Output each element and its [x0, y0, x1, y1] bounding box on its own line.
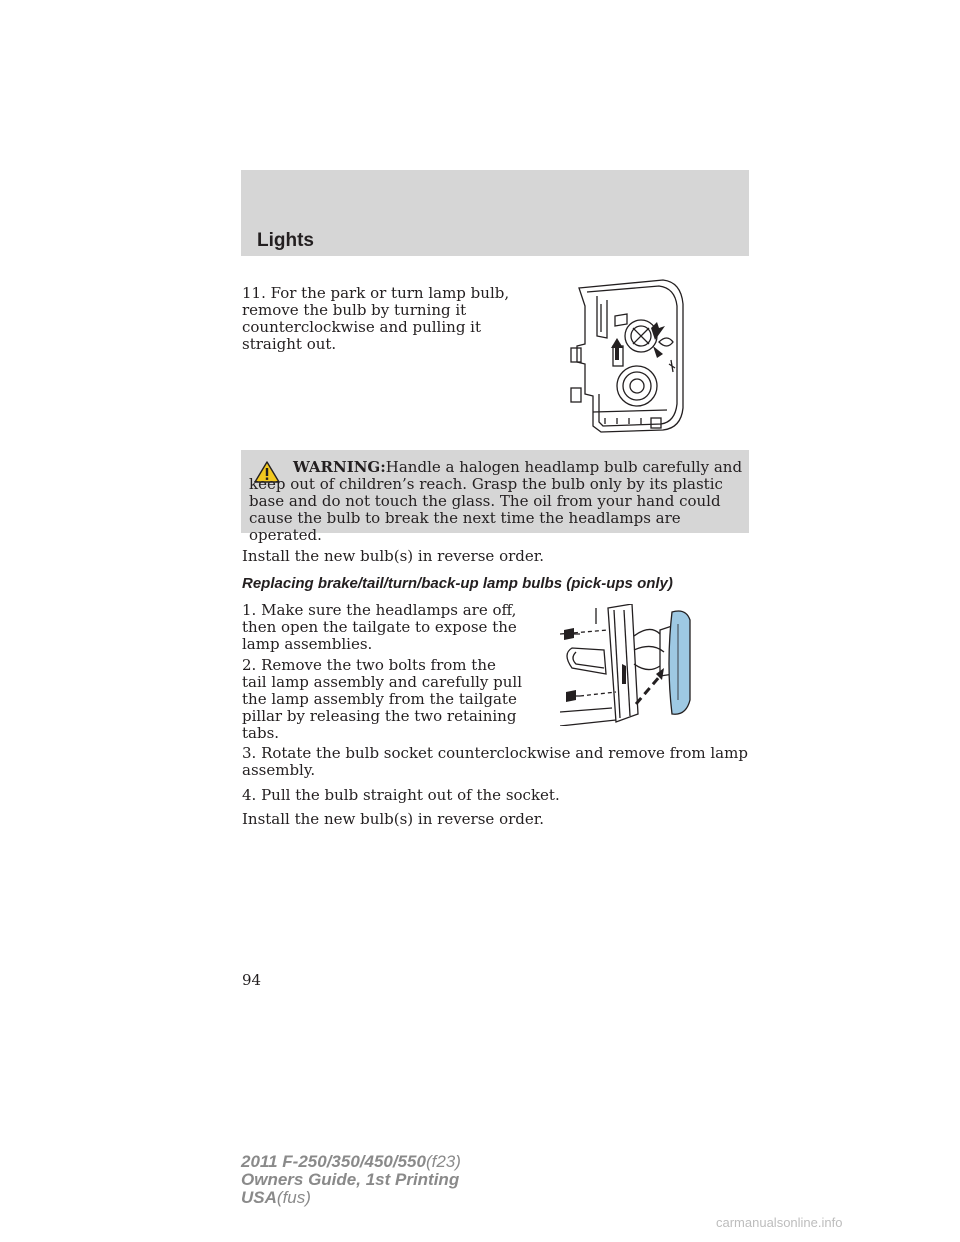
step-11-text — [242, 285, 509, 353]
footer-market: USA — [241, 1188, 277, 1207]
warning-message — [249, 459, 744, 544]
watermark: carmanualsonline.info — [716, 1215, 843, 1230]
step-2-line: pillar by releasing the two retaining — [242, 707, 517, 725]
page-number: 94 — [242, 971, 262, 989]
tail-lamp-illustration — [560, 604, 700, 726]
step-11-line: 11. For the park or turn lamp bulb, — [242, 284, 510, 302]
step-4-text: 4. Pull the bulb straight out of the socket. — [242, 786, 560, 804]
footer-model: 2011 F-250/350/450/550 — [241, 1152, 426, 1171]
install-instruction: Install the new bulb(s) in reverse order. — [242, 547, 545, 565]
document-footer — [241, 1153, 461, 1207]
step-1-line: then open the tailgate to expose the — [242, 618, 517, 636]
warning-label: WARNING: — [293, 458, 386, 476]
step-3-text — [242, 745, 748, 779]
footer-model-code: (f23) — [425, 1152, 461, 1171]
warning-box — [241, 450, 749, 544]
footer-line-2: Owners Guide, 1st Printing — [241, 1170, 460, 1189]
step-2-line: the lamp assembly from the tailgate — [242, 690, 517, 708]
step-1-line: 1. Make sure the headlamps are off, — [242, 601, 517, 619]
warning-text: Handle a halogen headlamp bulb carefully and keep out of children’s reach. Grasp the bulb only by its plastic base and do not touch the glass. The oil from your hand could cause the bulb to break the next time the headlamps are operated. — [249, 458, 743, 544]
subheading: Replacing brake/tail/turn/back-up lamp bulbs (pick-ups only) — [242, 575, 673, 592]
footer-line-1 — [241, 1153, 461, 1171]
step-2-line: 2. Remove the two bolts from the — [242, 656, 496, 674]
footer-line-3 — [241, 1189, 461, 1207]
step-2-text — [242, 657, 522, 742]
section-header — [241, 170, 749, 256]
section-title: Lights — [257, 230, 314, 251]
step-2-line: tabs. — [242, 724, 280, 742]
step-11-line: remove the bulb by turning it — [242, 301, 467, 319]
step-1-text — [242, 602, 517, 653]
install-instruction-2: Install the new bulb(s) in reverse order. — [242, 810, 545, 828]
step-11-line: straight out. — [242, 335, 337, 353]
step-2-line: tail lamp assembly and carefully pull — [242, 673, 523, 691]
headlamp-rear-illustration — [563, 276, 689, 436]
footer-market-code: (fus) — [276, 1188, 311, 1207]
step-11-line: counterclockwise and pulling it — [242, 318, 482, 336]
step-3-line: 3. Rotate the bulb socket counterclockwise and remove from lamp — [242, 744, 748, 762]
step-3-line: assembly. — [242, 761, 316, 779]
step-1-line: lamp assemblies. — [242, 635, 373, 653]
